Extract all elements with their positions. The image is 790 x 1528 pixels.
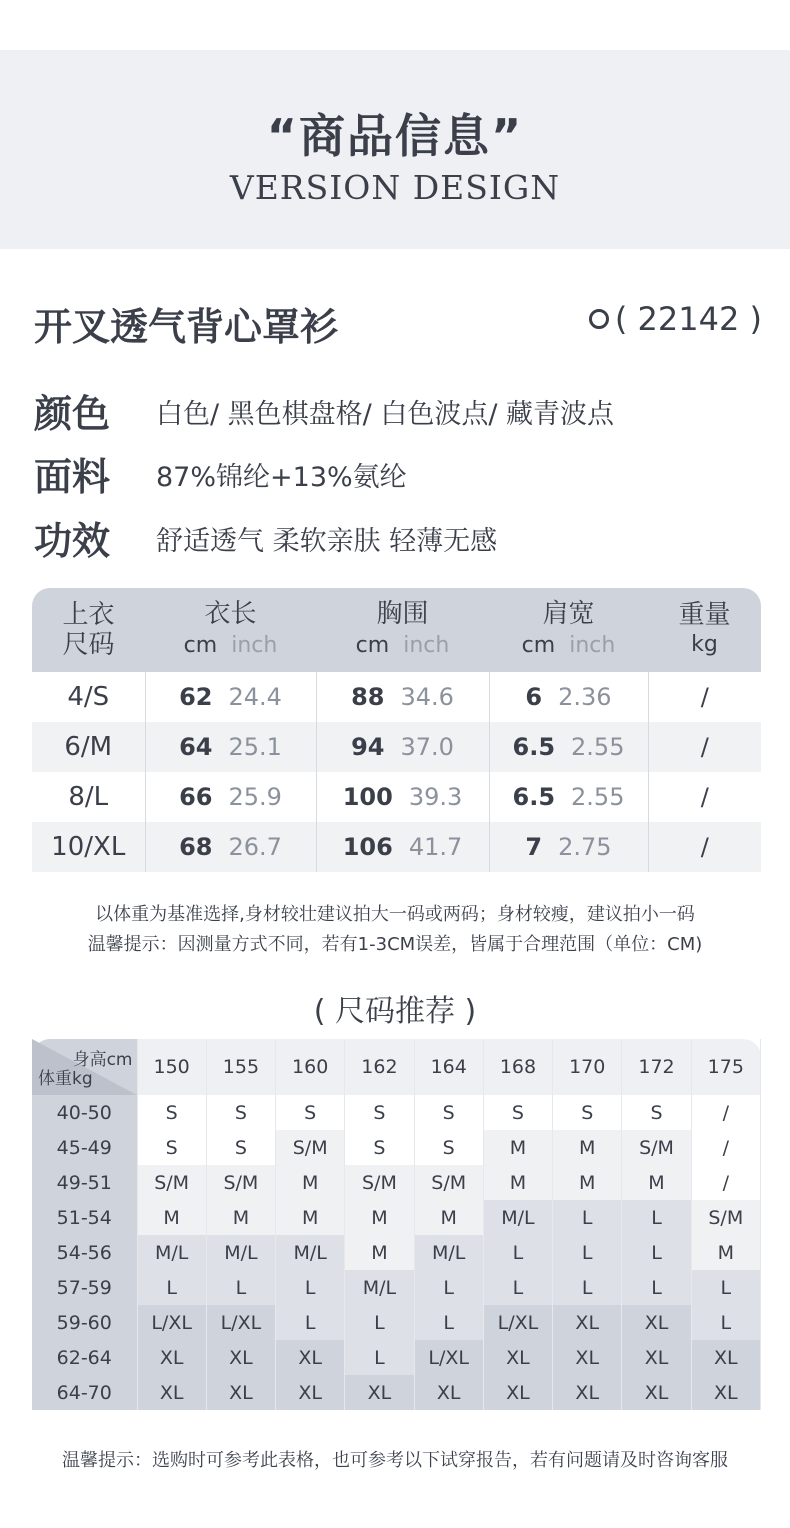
recommended-size: L/XL: [483, 1305, 552, 1340]
recommend-row: [32, 1200, 761, 1235]
recommended-size: L/XL: [137, 1305, 206, 1340]
size-note-1: 以体重为基准选择,身材较壮建议拍大一码或两码；身材较瘦，建议拍小一码: [95, 904, 695, 925]
recommended-size: S/M: [345, 1165, 414, 1200]
shoulder-cell: 6 2.36: [489, 672, 648, 722]
circle-icon: [589, 309, 609, 329]
size-table: [32, 588, 761, 872]
recommend-row: [32, 1270, 761, 1305]
weight-range: 49-51: [32, 1165, 137, 1200]
recommended-size: XL: [553, 1375, 622, 1410]
shoulder-cell: 7 2.75: [489, 822, 648, 872]
weight-axis-label: 体重kg: [38, 1069, 93, 1089]
recommended-size: L: [414, 1305, 483, 1340]
page-title: “商品信息”: [266, 109, 524, 163]
height-header: 172: [622, 1039, 691, 1095]
recommended-size: XL: [414, 1375, 483, 1410]
recommended-size: M: [622, 1165, 691, 1200]
header-shoulder: 肩宽 cm inch: [489, 588, 648, 672]
product-name: 开叉透气背心罩衫: [34, 305, 339, 349]
recommended-size: S: [276, 1095, 345, 1130]
chest-cell: 106 41.7: [316, 822, 489, 872]
header-chest: 胸围 cm inch: [316, 588, 489, 672]
recommended-size: XL: [276, 1340, 345, 1375]
recommended-size: S/M: [622, 1130, 691, 1165]
recommended-size: XL: [483, 1340, 552, 1375]
recommended-size: L: [345, 1340, 414, 1375]
recommended-size: /: [691, 1165, 760, 1200]
recommended-size: M: [276, 1165, 345, 1200]
attr-value-color: 白色/ 黑色棋盘格/ 白色波点/ 藏青波点: [156, 399, 615, 430]
recommend-table: [32, 1039, 761, 1410]
recommended-size: XL: [345, 1375, 414, 1410]
recommended-size: XL: [276, 1375, 345, 1410]
recommended-size: S: [206, 1095, 275, 1130]
weight-range: 62-64: [32, 1340, 137, 1375]
recommended-size: S: [137, 1095, 206, 1130]
recommended-size: S: [622, 1095, 691, 1130]
recommend-row: [32, 1340, 761, 1375]
recommended-size: S: [553, 1095, 622, 1130]
height-header: 170: [553, 1039, 622, 1095]
recommended-size: XL: [622, 1305, 691, 1340]
recommended-size: M/L: [345, 1270, 414, 1305]
size-cell: 10/XL: [32, 822, 145, 872]
recommend-row: [32, 1165, 761, 1200]
length-cell: 64 25.1: [145, 722, 316, 772]
recommended-size: M: [691, 1235, 760, 1270]
recommended-size: L: [414, 1270, 483, 1305]
chest-cell: 94 37.0: [316, 722, 489, 772]
recommended-size: L: [553, 1235, 622, 1270]
weight-cell: /: [648, 672, 761, 722]
recommended-size: /: [691, 1095, 760, 1130]
attr-value-fabric: 87%锦纶+13%氨纶: [156, 462, 407, 493]
recommend-row: [32, 1375, 761, 1410]
page-subtitle: VERSION DESIGN: [229, 168, 561, 207]
recommended-size: M: [553, 1165, 622, 1200]
attr-value-effect: 舒适透气 柔软亲肤 轻薄无感: [156, 526, 498, 557]
size-cell: 4/S: [67, 682, 110, 712]
table-row: [32, 772, 761, 822]
recommend-row: [32, 1095, 761, 1130]
chest-cell: 100 39.3: [316, 772, 489, 822]
recommended-size: XL: [691, 1375, 760, 1410]
recommended-size: L: [691, 1305, 760, 1340]
weight-range: 54-56: [32, 1235, 137, 1270]
recommended-size: L: [553, 1200, 622, 1235]
recommended-size: M: [137, 1200, 206, 1235]
recommended-size: S/M: [137, 1165, 206, 1200]
recommended-size: M/L: [276, 1235, 345, 1270]
recommend-row: [32, 1305, 761, 1340]
length-cell: 66 25.9: [145, 772, 316, 822]
recommended-size: S/M: [414, 1165, 483, 1200]
recommended-size: M: [345, 1200, 414, 1235]
weight-cell: /: [648, 822, 761, 872]
table-row: [32, 672, 761, 722]
recommend-row: [32, 1130, 761, 1165]
recommended-size: S: [414, 1130, 483, 1165]
footer-note: 温馨提示：选购时可参考此表格，也可参考以下试穿报告，若有问题请及时咨询客服: [62, 1450, 728, 1471]
header-size: 上衣 尺码: [32, 588, 145, 672]
recommended-size: M: [483, 1165, 552, 1200]
recommended-size: XL: [137, 1375, 206, 1410]
header-length: 衣长 cm inch: [145, 588, 316, 672]
recommended-size: S: [345, 1130, 414, 1165]
height-header: 162: [345, 1039, 414, 1095]
recommended-size: M: [206, 1200, 275, 1235]
recommended-size: L: [622, 1270, 691, 1305]
recommended-size: S: [414, 1095, 483, 1130]
recommended-size: L: [622, 1200, 691, 1235]
weight-range: 45-49: [32, 1130, 137, 1165]
recommended-size: S/M: [691, 1200, 760, 1235]
recommended-size: XL: [622, 1375, 691, 1410]
weight-range: 51-54: [32, 1200, 137, 1235]
recommended-size: XL: [206, 1340, 275, 1375]
recommended-size: L: [276, 1305, 345, 1340]
recommended-size: L: [276, 1270, 345, 1305]
recommend-row: [32, 1235, 761, 1270]
weight-range: 64-70: [32, 1375, 137, 1410]
recommended-size: S: [206, 1130, 275, 1165]
height-axis-label: 身高cm: [72, 1050, 133, 1070]
recommended-size: /: [691, 1130, 760, 1165]
recommended-size: L: [206, 1270, 275, 1305]
attr-label-fabric: 面料: [34, 455, 111, 499]
recommended-size: S/M: [206, 1165, 275, 1200]
recommended-size: M: [483, 1130, 552, 1165]
recommended-size: M: [553, 1130, 622, 1165]
recommended-size: L: [553, 1270, 622, 1305]
recommended-size: S: [345, 1095, 414, 1130]
recommended-size: XL: [483, 1375, 552, 1410]
recommended-size: L: [483, 1270, 552, 1305]
recommended-size: M/L: [137, 1235, 206, 1270]
header-weight: 重量 kg: [648, 588, 761, 672]
recommend-corner: [32, 1039, 137, 1095]
height-header: 160: [276, 1039, 345, 1095]
chest-cell: 88 34.6: [316, 672, 489, 722]
weight-range: 57-59: [32, 1270, 137, 1305]
height-header: 175: [691, 1039, 760, 1095]
table-row: [32, 822, 761, 872]
recommended-size: XL: [622, 1340, 691, 1375]
weight-cell: /: [648, 722, 761, 772]
recommended-size: M: [345, 1235, 414, 1270]
recommend-title: ( 尺码推荐 ): [313, 994, 477, 1029]
product-code-text: ( 22142 ): [614, 300, 762, 338]
table-row: [32, 722, 761, 772]
length-cell: 68 26.7: [145, 822, 316, 872]
recommended-size: M/L: [414, 1235, 483, 1270]
length-cell: 62 24.4: [145, 672, 316, 722]
recommended-size: XL: [206, 1375, 275, 1410]
attr-label-color: 颜色: [34, 392, 111, 436]
recommended-size: XL: [137, 1340, 206, 1375]
attr-label-effect: 功效: [34, 519, 111, 563]
recommended-size: L: [622, 1235, 691, 1270]
recommended-size: M: [414, 1200, 483, 1235]
shoulder-cell: 6.5 2.55: [489, 722, 648, 772]
recommended-size: L: [345, 1305, 414, 1340]
shoulder-cell: 6.5 2.55: [489, 772, 648, 822]
recommended-size: XL: [553, 1305, 622, 1340]
recommended-size: S: [483, 1095, 552, 1130]
recommended-size: M: [276, 1200, 345, 1235]
recommended-size: L: [137, 1270, 206, 1305]
recommended-size: L: [691, 1270, 760, 1305]
height-header: 150: [137, 1039, 206, 1095]
weight-cell: /: [648, 772, 761, 822]
recommended-size: XL: [691, 1340, 760, 1375]
recommended-size: L: [483, 1235, 552, 1270]
weight-range: 40-50: [32, 1095, 137, 1130]
product-code: [589, 300, 762, 338]
recommended-size: S: [137, 1130, 206, 1165]
size-table-header: [32, 588, 761, 672]
recommended-size: XL: [553, 1340, 622, 1375]
height-header: 164: [414, 1039, 483, 1095]
size-note-2: 温馨提示：因测量方式不同，若有1-3CM误差，皆属于合理范围（单位：CM): [87, 934, 703, 955]
recommended-size: L/XL: [206, 1305, 275, 1340]
size-cell: 6/M: [32, 722, 145, 772]
height-header: 168: [483, 1039, 552, 1095]
recommended-size: M/L: [206, 1235, 275, 1270]
recommend-header-row: [32, 1039, 761, 1095]
recommended-size: M/L: [483, 1200, 552, 1235]
height-header: 155: [206, 1039, 275, 1095]
size-cell: 8/L: [68, 782, 109, 812]
recommended-size: L/XL: [414, 1340, 483, 1375]
recommended-size: S/M: [276, 1130, 345, 1165]
weight-range: 59-60: [32, 1305, 137, 1340]
